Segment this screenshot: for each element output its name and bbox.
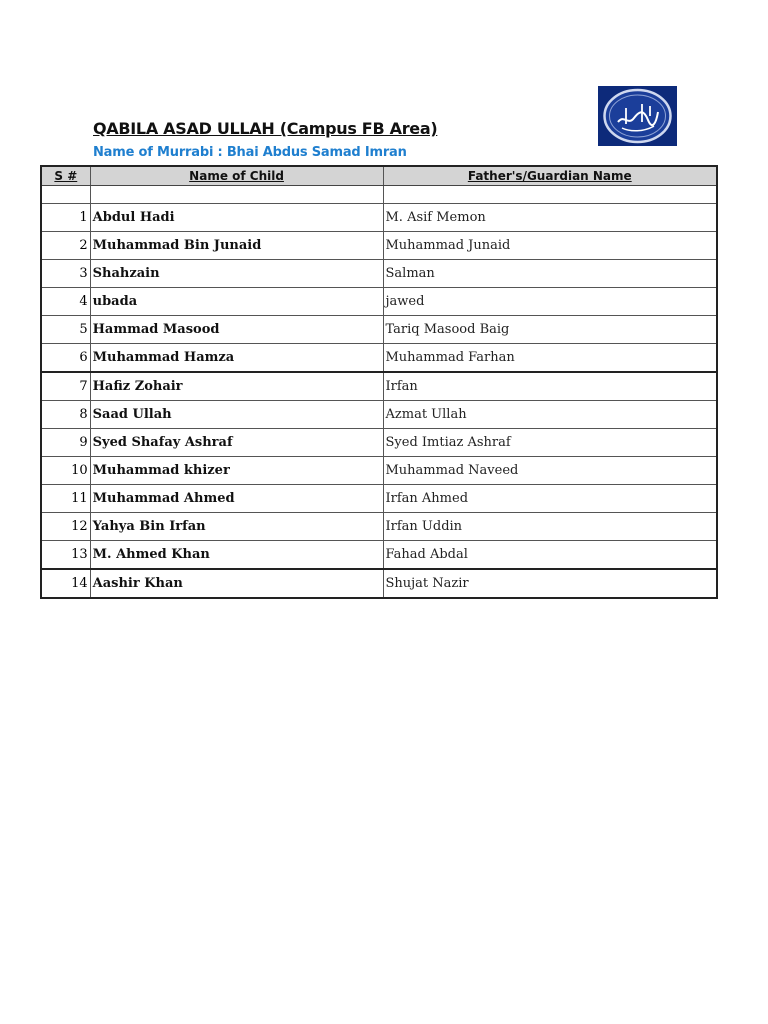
row-father-name: Fahad Abdal [383,541,717,570]
row-serial-number: 14 [41,569,90,598]
table-row [41,344,717,373]
row-father-name: Tariq Masood Baig [383,316,717,344]
row-father-name: Muhammad Farhan [383,344,717,373]
roster-table [40,165,718,599]
table-row [41,260,717,288]
table-row [41,401,717,429]
row-father-name: Irfan [383,372,717,401]
table-row [41,232,717,260]
row-serial-number: 1 [41,204,90,232]
row-child-name: Muhammad khizer [90,457,383,485]
column-header-father-name: Father's/Guardian Name [383,166,717,186]
table-row [41,569,717,598]
row-father-name: Azmat Ullah [383,401,717,429]
table-spacer-row [41,186,717,204]
row-child-name: Muhammad Ahmed [90,485,383,513]
row-father-name: M. Asif Memon [383,204,717,232]
row-serial-number: 6 [41,344,90,373]
row-father-name: Irfan Ahmed [383,485,717,513]
row-child-name: M. Ahmed Khan [90,541,383,570]
row-serial-number: 4 [41,288,90,316]
row-child-name: Shahzain [90,260,383,288]
table-row [41,372,717,401]
column-header-sno: S # [41,166,90,186]
row-serial-number: 5 [41,316,90,344]
row-father-name: Irfan Uddin [383,513,717,541]
document-title: QABILA ASAD ULLAH (Campus FB Area) [93,119,438,138]
row-serial-number: 8 [41,401,90,429]
row-serial-number: 12 [41,513,90,541]
table-row [41,485,717,513]
table-row [41,316,717,344]
calligraphy-emblem-icon [598,86,677,146]
row-child-name: Abdul Hadi [90,204,383,232]
row-serial-number: 13 [41,541,90,570]
row-serial-number: 11 [41,485,90,513]
row-father-name: Muhammad Naveed [383,457,717,485]
table-row [41,513,717,541]
row-father-name: Salman [383,260,717,288]
row-child-name: Yahya Bin Irfan [90,513,383,541]
table-header-row [41,166,717,186]
table-row [41,429,717,457]
row-serial-number: 3 [41,260,90,288]
row-father-name: Shujat Nazir [383,569,717,598]
row-serial-number: 2 [41,232,90,260]
row-serial-number: 10 [41,457,90,485]
table-row [41,457,717,485]
row-serial-number: 9 [41,429,90,457]
row-child-name: ubada [90,288,383,316]
murrabi-name: Name of Murrabi : Bhai Abdus Samad Imran [93,145,407,160]
table-row [41,204,717,232]
row-child-name: Syed Shafay Ashraf [90,429,383,457]
row-child-name: Hammad Masood [90,316,383,344]
row-child-name: Muhammad Bin Junaid [90,232,383,260]
row-serial-number: 7 [41,372,90,401]
row-child-name: Hafiz Zohair [90,372,383,401]
table-row [41,541,717,570]
row-father-name: Syed Imtiaz Ashraf [383,429,717,457]
row-child-name: Aashir Khan [90,569,383,598]
row-father-name: Muhammad Junaid [383,232,717,260]
column-header-child-name: Name of Child [90,166,383,186]
row-child-name: Muhammad Hamza [90,344,383,373]
table-row [41,288,717,316]
row-father-name: jawed [383,288,717,316]
row-child-name: Saad Ullah [90,401,383,429]
